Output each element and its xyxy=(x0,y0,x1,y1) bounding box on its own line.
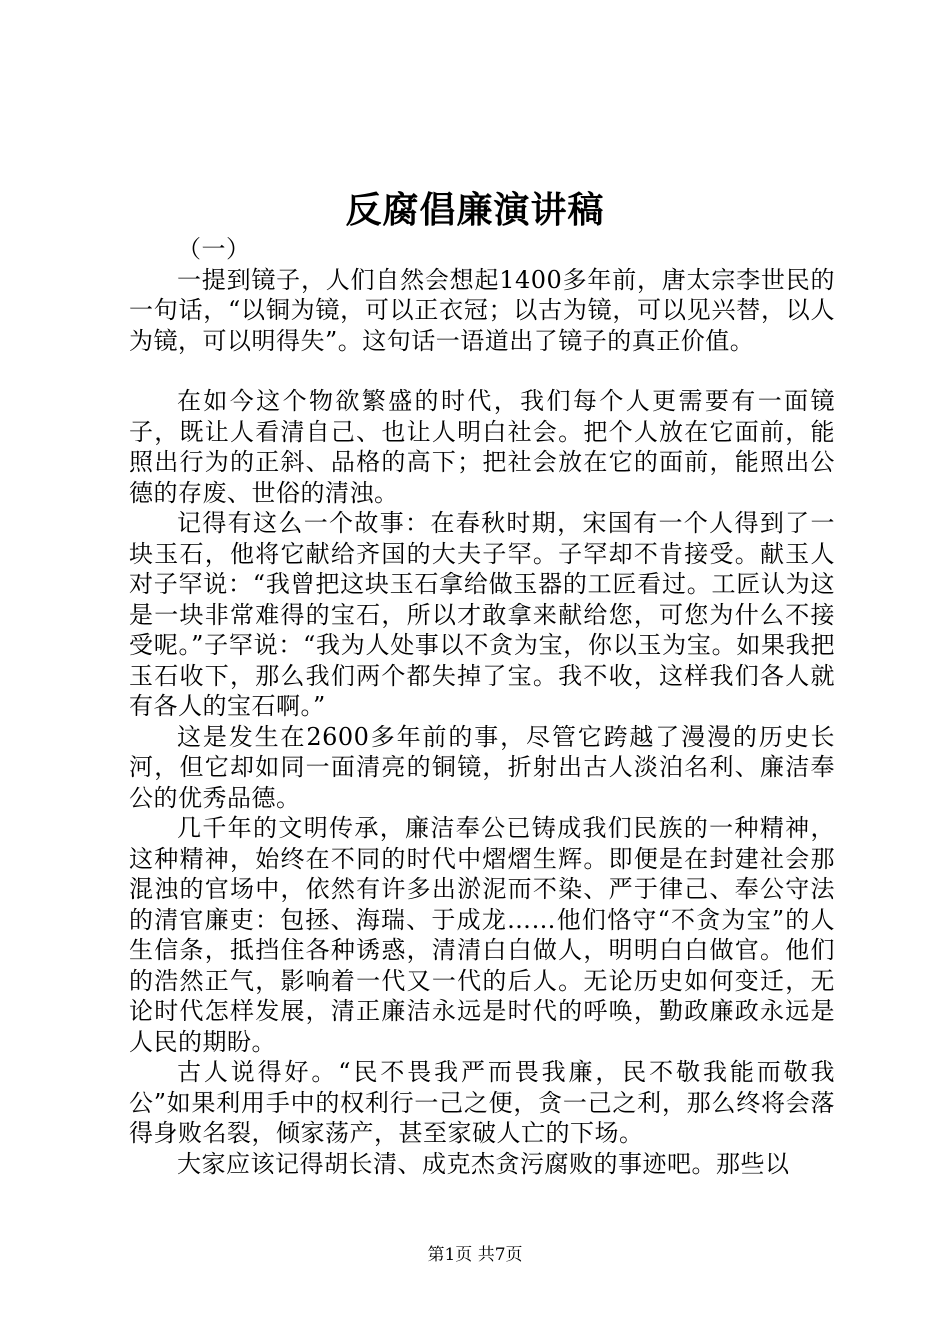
paragraph: 几千年的文明传承，廉洁奉公已铸成我们民族的一种精神，这种精神，始终在不同的时代中熠熠生辉。即便是在封建社会那混浊的官场中，依然有许多出淤泥而不染、严于律己、奉公守法的清官廉吏：包拯、海瑞、于成龙……他们恪守“不贪为宝”的人生信条，抵挡住各种诱惑，清清白白做人，明明白白做官。他们的浩然正气，影响着一代又一代的后人。无论历史如何变迁，无论时代怎样发展，清正廉洁永远是时代的呼唤，勤政廉政永远是人民的期盼。 xyxy=(129,814,835,1056)
page-footer: 第1页 共7页 xyxy=(427,1245,523,1265)
paragraph: 一提到镜子，人们自然会想起1400多年前，唐太宗李世民的一句话，“以铜为镜，可以正衣冠；以古为镜，可以见兴替，以人为镜，可以明得失”。这句话一语道出了镜子的真正价值。 xyxy=(129,265,835,355)
section-number: （一） xyxy=(177,235,251,263)
paragraph: 在如今这个物欲繁盛的时代，我们每个人更需要有一面镜子，既让人看清自己、也让人明白社会。把个人放在它面前，能照出行为的正斜、品格的高下；把社会放在它的面前，能照出公德的存废、世俗的清浊。 xyxy=(129,387,835,507)
paragraph: 这是发生在2600多年前的事，尽管它跨越了漫漫的历史长河，但它却如同一面清亮的铜镜，折射出古人淡泊名利、廉洁奉公的优秀品德。 xyxy=(129,722,835,812)
paragraph: 大家应该记得胡长清、成克杰贪污腐败的事迹吧。那些以 xyxy=(177,1149,790,1178)
paragraph: 古人说得好。“民不畏我严而畏我廉，民不敬我能而敬我公”如果利用手中的权利行一己之便，贪一己之利，那么终将会落得身败名裂，倾家荡产，甚至家破人亡的下场。 xyxy=(129,1058,835,1147)
document-body xyxy=(129,234,835,1179)
document-title: 反腐倡廉演讲稿 xyxy=(345,189,605,231)
paragraph: 记得有这么一个故事：在春秋时期，宋国有一个人得到了一块玉石，他将它献给齐国的大夫子罕。子罕却不肯接受。献玉人对子罕说：“我曾把这块玉石拿给做玉器的工匠看过。工匠认为这是一块非常难得的宝石，所以才敢拿来献给您，可您为什么不接受呢。”子罕说：“我为人处事以不贪为宝，你以玉为宝。如果我把玉石收下，那么我们两个都失掉了宝。我不收，这样我们各人就有各人的宝石啊。” xyxy=(129,509,835,720)
